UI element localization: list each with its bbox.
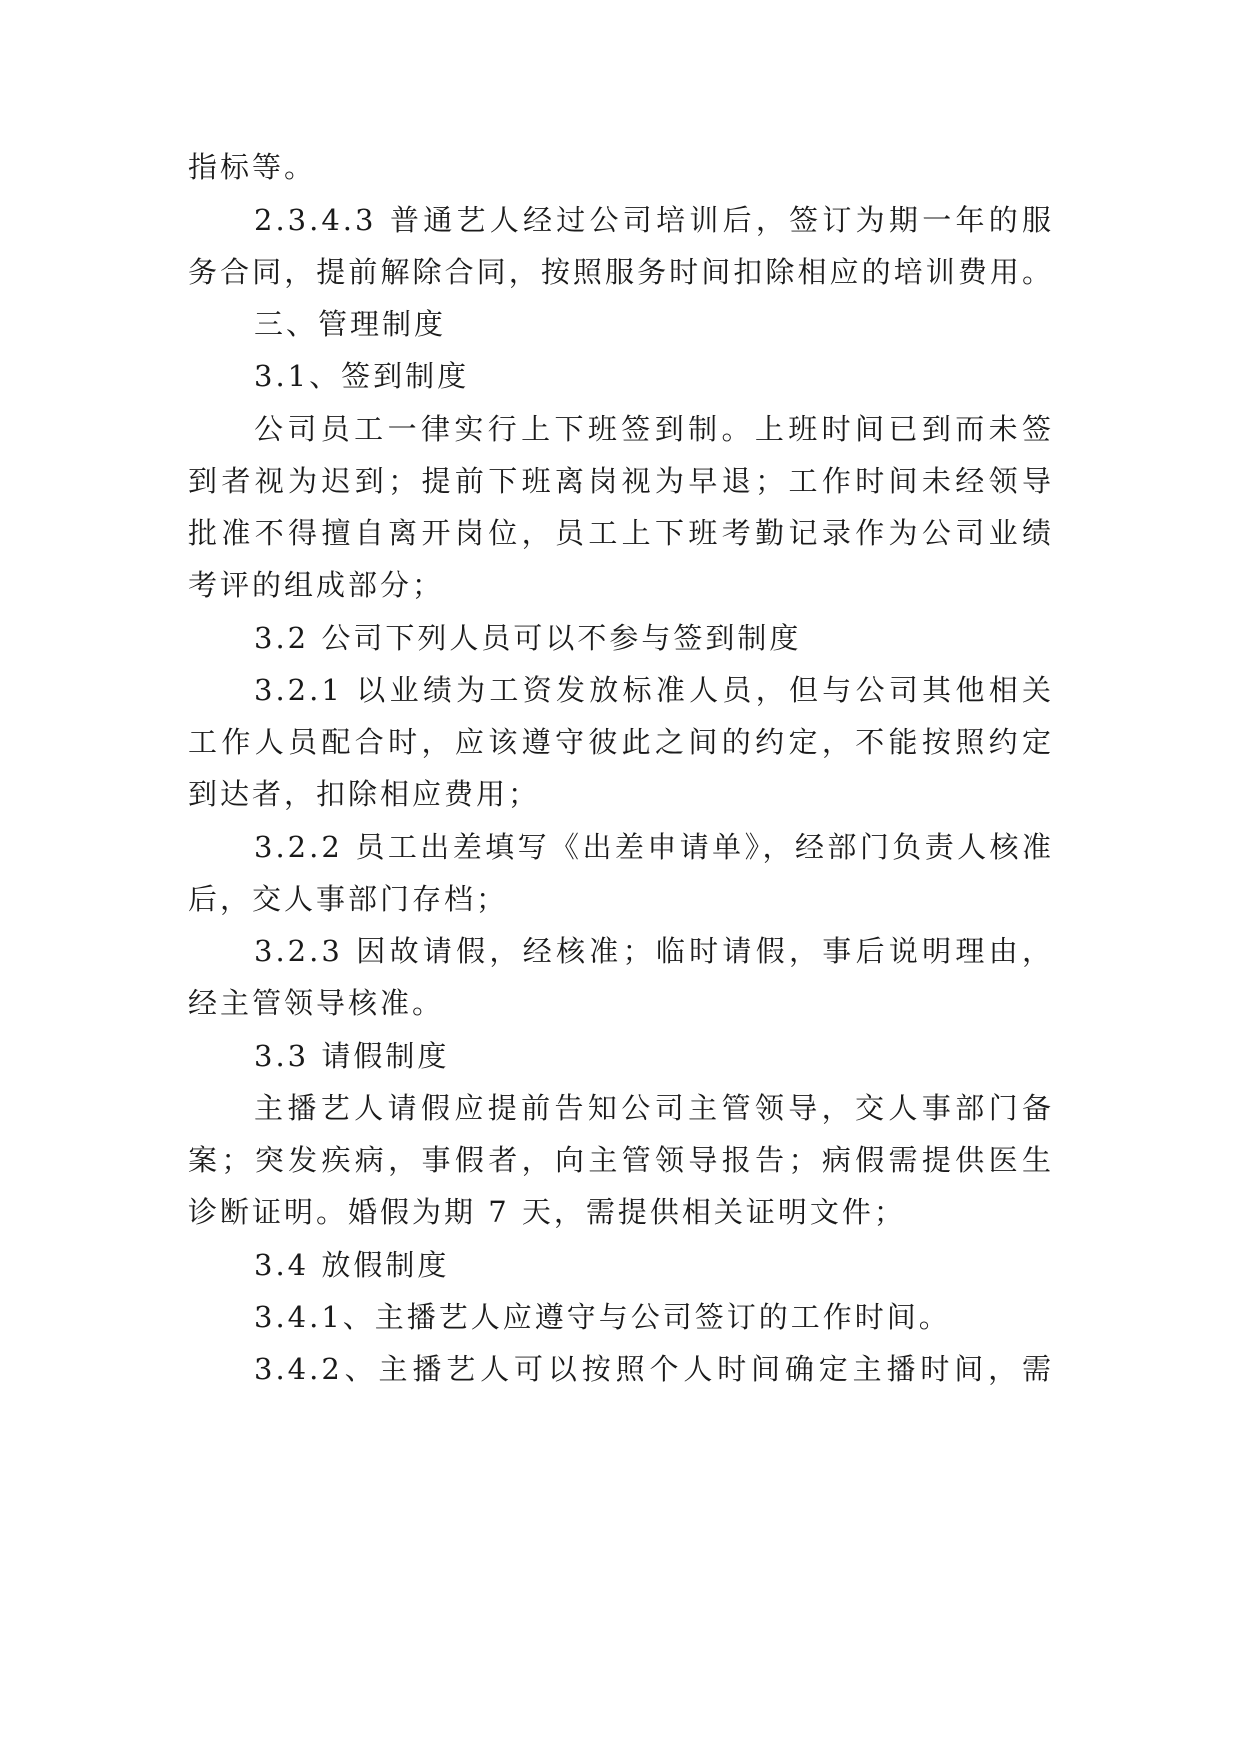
text-line: 指标等。 <box>188 150 317 184</box>
section-heading: 三、管理制度 <box>254 307 447 341</box>
text-line: 后，交人事部门存档； <box>188 882 509 916</box>
text-line: 3.2.1 以业绩为工资发放标准人员，但与公司其他相关 <box>254 673 1054 707</box>
text-line: 诊断证明。婚假为期 7 天，需提供相关证明文件； <box>188 1195 906 1229</box>
subsection-heading: 3.1、签到制度 <box>254 359 470 393</box>
subsection-heading: 3.4 放假制度 <box>254 1248 450 1282</box>
text-line: 3.4.2、主播艺人可以按照个人时间确定主播时间，需 <box>254 1352 1054 1386</box>
text-line: 3.4.1、主播艺人应遵守与公司签订的工作时间。 <box>254 1300 951 1334</box>
text-line: 务合同，提前解除合同，按照服务时间扣除相应的培训费用。 <box>188 255 1054 289</box>
text-line: 公司员工一律实行上下班签到制。上班时间已到而未签 <box>254 412 1054 446</box>
text-line: 2.3.4.3 普通艺人经过公司培训后，签订为期一年的服 <box>254 203 1054 237</box>
subsection-heading: 3.3 请假制度 <box>254 1039 450 1073</box>
text-line: 到者视为迟到；提前下班离岗视为早退；工作时间未经领导 <box>188 464 1054 498</box>
text-line: 批准不得擅自离开岗位，员工上下班考勤记录作为公司业绩 <box>188 516 1054 550</box>
subsection-heading: 3.2 公司下列人员可以不参与签到制度 <box>254 621 802 655</box>
text-line: 3.2.3 因故请假，经核准；临时请假，事后说明理由， <box>254 934 1054 968</box>
text-line: 工作人员配合时，应该遵守彼此之间的约定，不能按照约定 <box>188 725 1054 759</box>
text-line: 案；突发疾病，事假者，向主管领导报告；病假需提供医生 <box>188 1143 1054 1177</box>
text-line: 考评的组成部分； <box>188 568 445 602</box>
text-line: 3.2.2 员工出差填写《出差申请单》，经部门负责人核准 <box>254 830 1054 864</box>
text-line: 经主管领导核准。 <box>188 986 445 1020</box>
text-line: 主播艺人请假应提前告知公司主管领导，交人事部门备 <box>254 1091 1054 1125</box>
text-line: 到达者，扣除相应费用； <box>188 777 541 811</box>
